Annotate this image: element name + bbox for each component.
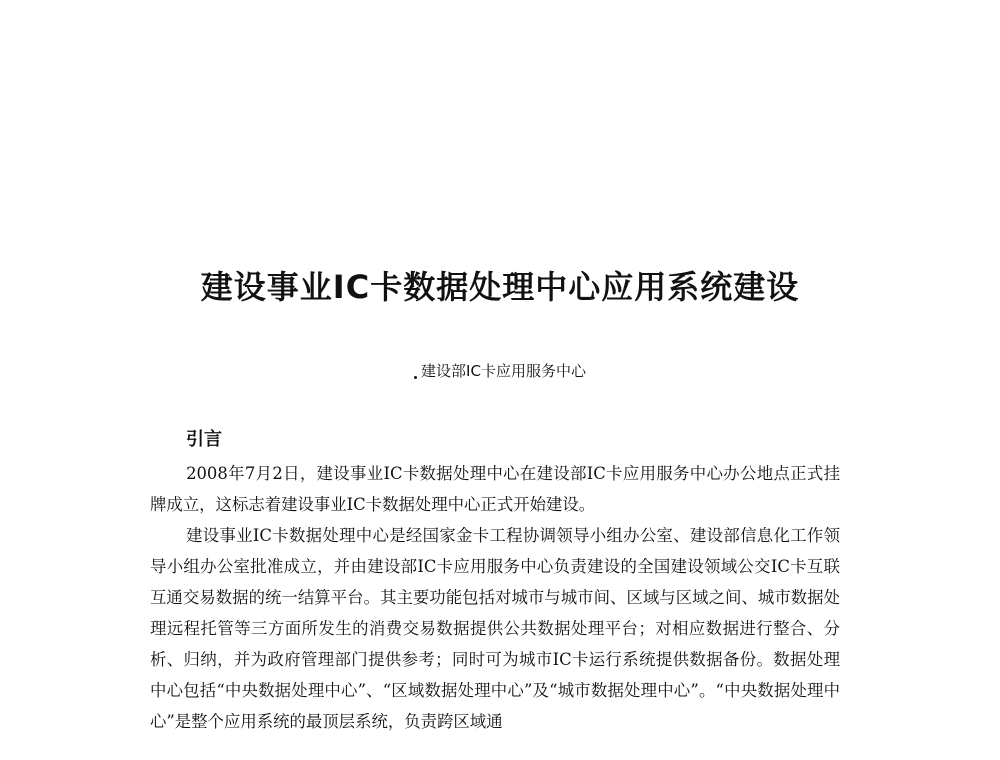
author-name: 建设部IC卡应用服务中心 [421,362,586,380]
body-text [150,458,840,737]
author-line [0,360,1000,381]
paragraph: 建设事业IC卡数据处理中心是经国家金卡工程协调领导小组办公室、建设部信息化工作领导小组办公室批准成立，并由建设部IC卡应用服务中心负责建设的全国建设领域公交IC卡互联互通交易数据的统一结算平台。其主要功能包括对城市与城市间、区域与区域之间、城市数据处理远程托管等三方面所发生的消费交易数据提供公共数据处理平台；对相应数据进行整合、分析、归纳，并为政府管理部门提供参考；同时可为城市IC卡运行系统提供数据备份。数据处理中心包括“中央数据处理中心”、“区域数据处理中心”及“城市数据处理中心”。“中央数据处理中心”是整个应用系统的最顶层系统，负责跨区域通 [150,526,840,731]
stray-dot-mark [414,376,417,379]
document-title: 建设事业IC卡数据处理中心应用系统建设 [200,268,800,306]
section-heading: 引言 [186,429,222,450]
paragraph: 2008年7月2日，建设事业IC卡数据处理中心在建设部IC卡应用服务中心办公地点正式挂牌成立，这标志着建设事业IC卡数据处理中心正式开始建设。 [150,464,840,514]
